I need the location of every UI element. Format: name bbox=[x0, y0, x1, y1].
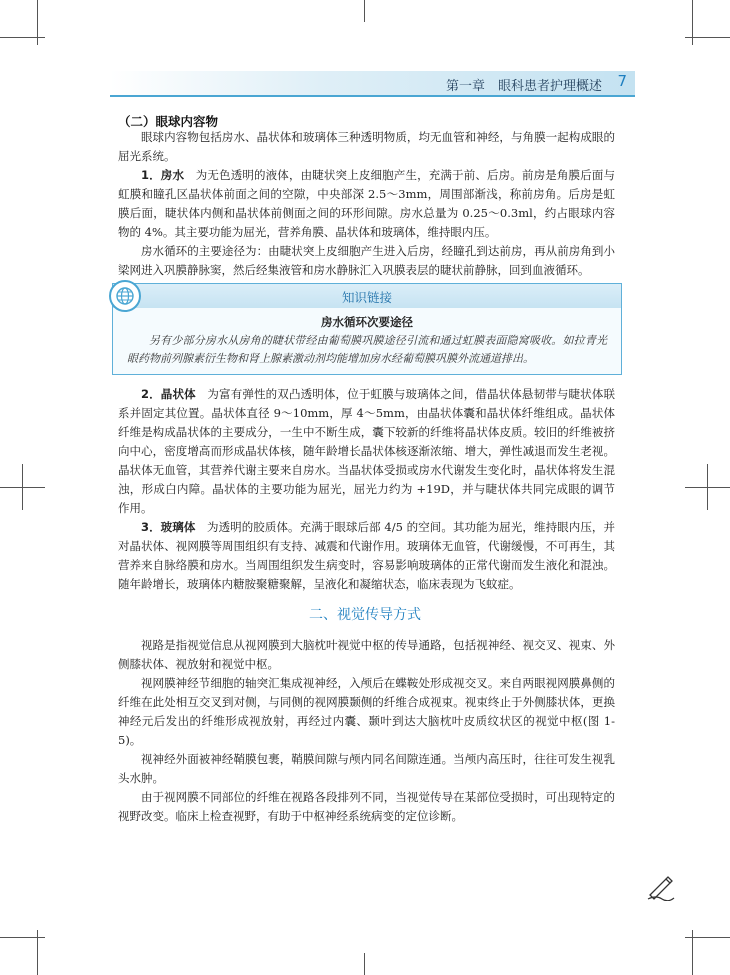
vitreous-paragraph bbox=[118, 518, 615, 594]
crop-mark bbox=[685, 37, 730, 38]
section-b-body bbox=[118, 128, 615, 280]
knowledge-box-text-wrap bbox=[127, 332, 607, 368]
crop-mark bbox=[22, 464, 23, 510]
knowledge-box-subtitle: 房水循环次要途径 bbox=[321, 315, 413, 329]
knowledge-box-text: 另有少部分房水从房角的睫状带经由葡萄膜巩膜途径引流和通过虹膜表面隐窝吸收。如拉青光眼药物前列腺素衍生物和肾上腺素激动剂均能增加房水经葡萄膜巩膜外流通道排出。 bbox=[127, 334, 607, 365]
vitreous-text: 为透明的胶质体。充满于眼球后部 4/5 的空间。其功能为屈光，维持眼内压，并对晶状体、视网膜等周围组织有支持、减震和代谢作用。玻璃体无血管，代谢缓慢，不可再生，其营养来自脉络膜和房水。当周围组织发生病变时，容易影响玻璃体的正常代谢而发生液化和混浊。随年龄增长，玻璃体内糖胺聚糖聚解，呈液化和凝缩状态，临床表现为飞蚊症。 bbox=[118, 520, 615, 591]
lens-term: 2．晶状体 bbox=[141, 387, 196, 401]
crop-mark bbox=[0, 37, 45, 38]
header-rule bbox=[110, 95, 635, 97]
crop-mark bbox=[37, 0, 38, 45]
vitreous-term: 3．玻璃体 bbox=[141, 520, 196, 534]
page-number: 7 bbox=[617, 72, 627, 90]
lens-text: 为富有弹性的双凸透明体，位于虹膜与玻璃体之间，借晶状体悬韧带与睫状体联系并固定其位置。晶状体直径 9～10mm，厚 4～5mm，由晶状体囊和晶状体纤维组成。晶状体纤维是构成晶状体的主要成分，一生中不断生成，囊下较新的纤维将晶状体皮质。较旧的纤维被挤向中心，密度增高而形成晶状体核，随年龄增长晶状体核逐渐浓缩、增大，弹性减退而发生老视。晶状体无血管，其营养代谢主要来自房水。当晶状体受损或房水代谢发生变化时，晶状体将发生混浊，形成白内障。晶状体的主要功能为屈光，屈光力约为 +19D，并与睫状体共同完成眼的调节作用。 bbox=[118, 387, 615, 515]
running-header-chapter: 第一章 眼科患者护理概述 bbox=[445, 79, 602, 94]
section-b-body-continued bbox=[118, 385, 615, 594]
aqueous-paragraph bbox=[118, 166, 615, 242]
visual-pathway-paragraph-1: 视路是指视觉信息从视网膜到大脑枕叶视觉中枢的传导通路，包括视神经、视交叉、视束、外侧膝状体、视放射和视觉中枢。 bbox=[118, 638, 615, 671]
circulation-paragraph: 房水循环的主要途径为：由睫状突上皮细胞产生进入后房，经瞳孔到达前房，再从前房角到小梁网进入巩膜静脉窦，然后经集液管和房水静脉汇入巩膜表层的睫状前静脉，回到血液循环。 bbox=[118, 244, 615, 277]
crop-mark bbox=[0, 937, 45, 938]
visual-pathway-paragraph-4: 由于视网膜不同部位的纤维在视路各段排列不同，当视觉传导在某部位受损时，可出现特定的视野改变。临床上检查视野，有助于中枢神经系统病变的定位诊断。 bbox=[118, 790, 615, 823]
visual-pathway-paragraph-2: 视网膜神经节细胞的轴突汇集成视神经，入颅后在蝶鞍处形成视交叉。来自两眼视网膜鼻侧的纤维在此处相互交叉到对侧，与同侧的视网膜颞侧的纤维合成视束。视束终止于外侧膝状体，更换神经元后发出的纤维形成视放射，再经过内囊、颞叶到达大脑枕叶皮质纹状区的视觉中枢(图 1-5)。 bbox=[118, 676, 615, 747]
section-title: 二、视觉传导方式 bbox=[309, 607, 421, 623]
knowledge-box bbox=[112, 283, 622, 375]
crop-mark bbox=[685, 937, 730, 938]
aqueous-term: 1．房水 bbox=[141, 168, 185, 182]
subsection-heading: （二）眼球内容物 bbox=[118, 114, 219, 129]
crop-mark bbox=[707, 464, 708, 510]
lens-paragraph bbox=[118, 385, 615, 518]
aqueous-text: 为无色透明的液体，由睫状突上皮细胞产生，充满于前、后房。前房是角膜后面与虹膜和瞳孔区晶状体前面之间的空隙，中央部深 2.5～3mm，周围部渐浅，称前房角。后房是虹膜后面，睫状体内侧和晶状体前侧面之间的环形间隙。房水总量为 0.25～0.3ml，约占眼球内容物的 4%。其主要功能为屈光，营养角膜、晶状体和玻璃体，维持眼内压。 bbox=[118, 168, 615, 239]
visual-pathway-paragraph-3: 视神经外面被神经鞘膜包裹，鞘膜间隙与颅内同名间隙连通。当颅内高压时，往往可发生视乳头水肿。 bbox=[118, 752, 615, 785]
crop-mark bbox=[364, 0, 365, 22]
pen-note-icon bbox=[646, 875, 676, 905]
crop-mark bbox=[692, 0, 693, 45]
intro-paragraph: 眼球内容物包括房水、晶状体和玻璃体三种透明物质，均无血管和神经，与角膜一起构成眼的屈光系统。 bbox=[118, 130, 615, 163]
section-two-body bbox=[118, 636, 615, 826]
knowledge-box-title: 知识链接 bbox=[341, 290, 392, 305]
crop-mark bbox=[364, 953, 365, 975]
